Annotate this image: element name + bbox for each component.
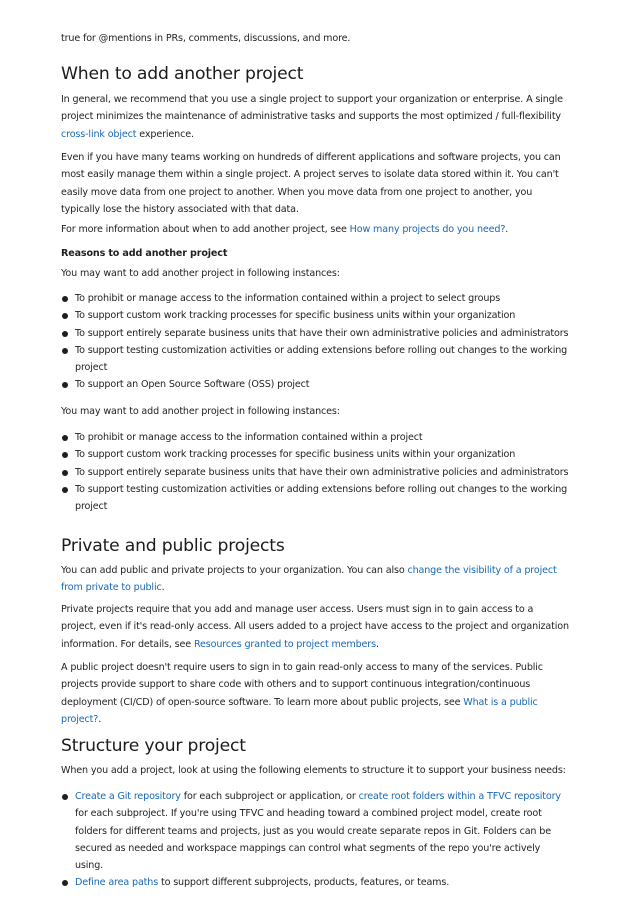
list-item-text: To support entirely separate business units that have their own administrative policies and administrators [75, 466, 569, 478]
private-p3-tail: . [98, 713, 102, 725]
list-item-text: To prohibit or manage access to the information contained within a project [75, 432, 423, 443]
bullet-icon [62, 331, 68, 337]
structure-item1-text: for each subproject or application, or [180, 791, 359, 802]
private-paragraph-1 [61, 562, 571, 597]
list-item [61, 446, 571, 463]
private-p2-tail: . [375, 638, 379, 650]
resources-granted-link[interactable]: Resources granted to project members [193, 638, 376, 650]
structure-item1-tail: for each subproject. If you're using TFVC and heading toward a combined project model, create root folders for different teams and projects, just as you would create separate repos in Git. Folders can be secured as needed and workspace mappings can control what segments of the repo you're actively using. [75, 808, 551, 872]
change-visibility-link[interactable]: change the visibility of a project from private to public [61, 565, 557, 594]
private-p1-tail: . [161, 582, 165, 594]
list-item [61, 325, 571, 342]
structure-intro: When you add a project, look at using the following elements to structure it to support your business needs: [61, 765, 566, 776]
bullet-icon [62, 794, 68, 800]
create-git-repo-link[interactable]: Create a Git repository [75, 791, 181, 802]
list-item-text: To support an Open Source Software (OSS) project [75, 379, 310, 391]
structure-list [61, 788, 571, 892]
list-item [61, 290, 571, 307]
list-item [61, 376, 571, 393]
private-p3-text: A public project doesn't require users to sign in to gain read-only access to many of the services. Public projects provide support to share code with others and to support continuous integration/continuous deployment (CI/CD) of open-source software. To learn more about public projects, see [61, 662, 543, 708]
heading-structure: Structure your project [61, 736, 246, 756]
bullet-icon [62, 470, 68, 476]
private-p1-text: You can add public and private projects to your organization. You can also [61, 565, 408, 576]
reasons-title: Reasons to add another project [61, 248, 228, 259]
bullet-icon [62, 348, 68, 354]
heading-private-public: Private and public projects [61, 536, 285, 556]
bullet-icon [62, 435, 68, 441]
heading-when-to-add: When to add another project [61, 64, 304, 84]
bullet-icon [62, 487, 68, 493]
when-paragraph-2: Even if you have many teams working on hundreds of different applications and software projects, you can most easily manage them within a single project. A project serves to isolate data stored within it. You can't easily move data from one project to another. When you move data from one project to another, you typically lose the history associated with that data. [61, 152, 561, 215]
reasons-list-1 [61, 290, 571, 394]
list-item [61, 788, 571, 874]
bullet-icon [62, 452, 68, 458]
when-p1-tail: experience. [136, 128, 194, 140]
list-item [61, 429, 571, 446]
bullet-icon [62, 880, 68, 886]
when-paragraph-1 [61, 91, 571, 143]
list-item [61, 874, 571, 891]
how-many-projects-link[interactable]: How many projects do you need? [349, 224, 506, 235]
when-p3-tail: . [505, 224, 509, 235]
list-item [61, 307, 571, 324]
private-p2-text: Private projects require that you add and manage user access. Users must sign in to gain access to a project, even if it's read-only access. All users added to a project have access to the project and organization information. For details, see [61, 604, 569, 650]
structure-item2-text: to support different subprojects, products, features, or teams. [158, 877, 450, 889]
when-paragraph-3 [61, 221, 571, 238]
intro-line: true for @mentions in PRs, comments, discussions, and more. [61, 33, 351, 44]
what-is-public-project-link[interactable]: What is a public project? [61, 696, 538, 725]
list-item-text: To support testing customization activities or adding extensions before rolling out changes to the working project [75, 344, 568, 374]
private-paragraph-2 [61, 601, 571, 653]
bullet-icon [62, 296, 68, 302]
reasons-list-2 [61, 429, 571, 515]
list-item-text: To prohibit or manage access to the information contained within a project to select groups [75, 293, 501, 304]
when-p1-text: In general, we recommend that you use a single project to support your organization or enterprise. A single project minimizes the maintenance of administrative tasks and supports the most optimized / full-flexibility [61, 94, 563, 123]
list-item [61, 342, 571, 377]
list-item-text: To support custom work tracking processes for specific business units within your organization [75, 449, 516, 461]
list-item-text: To support entirely separate business units that have their own administrative policies and administrators [75, 327, 569, 339]
private-paragraph-3 [61, 659, 571, 728]
list-item [61, 481, 571, 516]
when-p3-text: For more information about when to add another project, see [61, 224, 350, 235]
create-root-folders-link[interactable]: create root folders within a TFVC repository [358, 791, 561, 802]
list-intro-2: You may want to add another project in following instances: [61, 406, 340, 417]
define-area-paths-link[interactable]: Define area paths [75, 877, 159, 889]
list-item-text: To support testing customization activities or adding extensions before rolling out changes to the working project [75, 483, 568, 513]
list-intro-1: You may want to add another project in following instances: [61, 268, 340, 279]
list-item-text: To support custom work tracking processes for specific business units within your organization [75, 310, 516, 322]
bullet-icon [62, 382, 68, 388]
cross-link-object-link[interactable]: cross-link object [61, 128, 137, 140]
bullet-icon [62, 313, 68, 319]
list-item [61, 464, 571, 481]
